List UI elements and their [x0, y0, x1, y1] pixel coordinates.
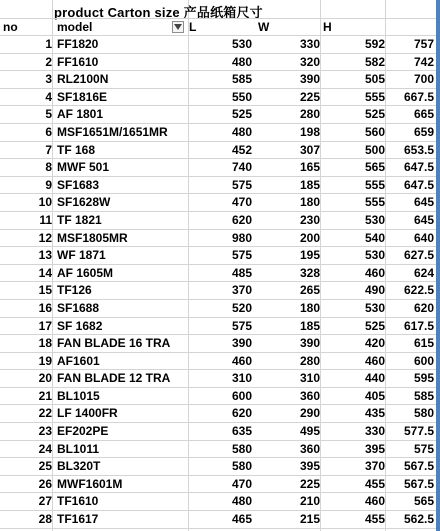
cell-no[interactable]: 6 — [45, 124, 52, 139]
table-row[interactable] — [0, 177, 436, 195]
cell-extra[interactable]: 577.5 — [403, 424, 434, 439]
cell-model[interactable]: MSF1651M/1651MR — [57, 124, 168, 139]
cell-w[interactable]: 360 — [299, 388, 320, 403]
cell-model[interactable]: FF1610 — [57, 54, 99, 69]
cell-no[interactable]: 14 — [38, 265, 52, 280]
cell-w[interactable]: 307 — [299, 142, 320, 157]
cell-h[interactable]: 555 — [364, 89, 385, 104]
cell-w[interactable]: 390 — [299, 336, 320, 351]
cell-extra[interactable]: 645 — [413, 212, 434, 227]
cell-no[interactable]: 8 — [45, 160, 52, 175]
cell-model[interactable]: FAN BLADE 16 TRA — [57, 336, 171, 351]
cell-h[interactable]: 455 — [364, 512, 385, 527]
cell-extra[interactable]: 659 — [413, 124, 434, 139]
cell-l[interactable]: 465 — [231, 512, 252, 527]
cell-extra[interactable]: 665 — [413, 107, 434, 122]
cell-h[interactable]: 530 — [364, 300, 385, 315]
table-row[interactable] — [0, 476, 436, 494]
cell-extra[interactable]: 585 — [413, 388, 434, 403]
cell-model[interactable]: AF 1605M — [57, 265, 114, 280]
table-row[interactable] — [0, 124, 436, 142]
header-w[interactable]: W — [258, 20, 270, 34]
cell-l[interactable]: 580 — [231, 459, 252, 474]
cell-no[interactable]: 19 — [38, 353, 52, 368]
cell-w[interactable]: 225 — [299, 476, 320, 491]
cell-extra[interactable]: 627.5 — [403, 248, 434, 263]
cell-w[interactable]: 280 — [299, 353, 320, 368]
cell-model[interactable]: TF 1821 — [57, 212, 102, 227]
cell-h[interactable]: 440 — [364, 371, 385, 386]
cell-extra[interactable]: 622.5 — [403, 283, 434, 298]
cell-h[interactable]: 560 — [364, 124, 385, 139]
table-row[interactable] — [0, 230, 436, 248]
header-no[interactable]: no — [3, 20, 18, 34]
cell-extra[interactable]: 620 — [413, 300, 434, 315]
cell-l[interactable]: 525 — [231, 107, 252, 122]
cell-model[interactable]: WF 1871 — [57, 248, 106, 263]
table-row[interactable] — [0, 36, 436, 54]
cell-w[interactable]: 195 — [299, 248, 320, 263]
table-row[interactable] — [0, 300, 436, 318]
table-row[interactable] — [0, 318, 436, 336]
cell-no[interactable]: 11 — [39, 212, 52, 227]
cell-no[interactable]: 28 — [38, 512, 52, 527]
cell-extra[interactable]: 562.5 — [403, 512, 434, 527]
cell-w[interactable]: 185 — [299, 318, 320, 333]
cell-l[interactable]: 520 — [231, 300, 252, 315]
cell-extra[interactable]: 565 — [413, 494, 434, 509]
cell-no[interactable]: 12 — [38, 230, 52, 245]
dropdown-arrow-icon — [174, 24, 182, 30]
cell-extra[interactable]: 640 — [413, 230, 434, 245]
cell-model[interactable]: SF1628W — [57, 195, 111, 210]
cell-extra[interactable]: 567.5 — [403, 459, 434, 474]
cell-model[interactable]: MSF1805MR — [57, 230, 128, 245]
cell-no[interactable]: 13 — [38, 248, 52, 263]
cell-no[interactable]: 18 — [38, 336, 52, 351]
cell-l[interactable]: 460 — [231, 353, 252, 368]
header-l[interactable]: L — [189, 20, 197, 34]
cell-h[interactable]: 330 — [364, 424, 385, 439]
cell-l[interactable]: 575 — [231, 248, 252, 263]
cell-no[interactable]: 27 — [38, 494, 52, 509]
cell-extra[interactable]: 617.5 — [403, 318, 434, 333]
cell-h[interactable]: 555 — [364, 177, 385, 192]
cell-h[interactable]: 460 — [364, 494, 385, 509]
table-row[interactable] — [0, 335, 436, 353]
cell-h[interactable]: 395 — [364, 441, 385, 456]
cell-model[interactable]: TF 168 — [57, 142, 96, 157]
cell-model[interactable]: FF1820 — [57, 37, 99, 51]
cell-w[interactable]: 495 — [299, 424, 320, 439]
cell-h[interactable]: 405 — [364, 388, 385, 403]
cell-model[interactable]: EF202PE — [57, 424, 109, 439]
cell-no[interactable]: 16 — [38, 300, 52, 315]
cell-l[interactable]: 470 — [231, 476, 252, 491]
cell-l[interactable]: 390 — [231, 336, 252, 351]
cell-extra[interactable]: 653.5 — [403, 142, 434, 157]
cell-w[interactable]: 200 — [299, 230, 320, 245]
cell-w[interactable]: 310 — [299, 371, 320, 386]
table-row[interactable] — [0, 353, 436, 371]
cell-no[interactable]: 15 — [38, 283, 52, 298]
cell-w[interactable]: 360 — [299, 441, 320, 456]
cell-l[interactable]: 480 — [231, 124, 252, 139]
table-row[interactable] — [0, 405, 436, 423]
cell-model[interactable]: BL320T — [57, 459, 101, 474]
cell-model[interactable]: SF 1682 — [57, 318, 103, 333]
table-row[interactable] — [0, 106, 436, 124]
table-row[interactable] — [0, 282, 436, 300]
cell-l[interactable]: 452 — [231, 142, 252, 157]
cell-no[interactable]: 22 — [38, 406, 52, 421]
cell-no[interactable]: 9 — [45, 177, 52, 192]
table-row[interactable] — [0, 493, 436, 511]
table-row[interactable] — [0, 441, 436, 459]
cell-extra[interactable]: 742 — [413, 54, 434, 69]
cell-l[interactable]: 635 — [231, 424, 252, 439]
data-rows — [0, 36, 436, 529]
cell-no[interactable]: 10 — [38, 195, 52, 210]
table-row[interactable] — [0, 458, 436, 476]
cell-extra[interactable]: 647.5 — [403, 160, 434, 175]
column-header-row — [0, 18, 436, 36]
table-row[interactable] — [0, 89, 436, 107]
cell-extra[interactable]: 647.5 — [403, 177, 434, 192]
cell-h[interactable]: 525 — [364, 107, 385, 122]
cell-extra[interactable]: 667.5 — [403, 89, 434, 104]
cell-l[interactable]: 530 — [231, 37, 252, 51]
cell-model[interactable]: MWF1601M — [57, 476, 123, 491]
cell-l[interactable]: 620 — [231, 406, 252, 421]
cell-h[interactable]: 500 — [364, 142, 385, 157]
cell-model[interactable]: SF1683 — [57, 177, 100, 192]
cell-w[interactable]: 290 — [299, 406, 320, 421]
cell-no[interactable]: 21 — [38, 388, 52, 403]
cell-w[interactable]: 230 — [299, 212, 320, 227]
cell-h[interactable]: 505 — [364, 72, 385, 87]
cell-extra[interactable]: 595 — [413, 371, 434, 386]
cell-model[interactable]: LF 1400FR — [57, 406, 118, 421]
table-row[interactable] — [0, 511, 436, 529]
cell-w[interactable]: 320 — [299, 54, 320, 69]
cell-extra[interactable]: 600 — [413, 353, 434, 368]
cell-l[interactable]: 480 — [231, 54, 252, 69]
cell-h[interactable]: 540 — [364, 230, 385, 245]
cell-no[interactable]: 23 — [38, 424, 52, 439]
cell-h[interactable]: 370 — [364, 459, 385, 474]
cell-model[interactable]: AF 1801 — [57, 107, 104, 122]
cell-l[interactable]: 620 — [231, 212, 252, 227]
cell-h[interactable]: 460 — [364, 353, 385, 368]
header-model[interactable]: model — [57, 20, 93, 34]
table-row[interactable] — [0, 142, 436, 160]
cell-w[interactable]: 180 — [299, 195, 320, 210]
cell-w[interactable]: 390 — [299, 72, 320, 87]
cell-l[interactable]: 370 — [231, 283, 252, 298]
cell-w[interactable]: 210 — [299, 494, 320, 509]
title-row — [0, 0, 436, 18]
cell-h[interactable]: 555 — [364, 195, 385, 210]
cell-extra[interactable]: 580 — [413, 406, 434, 421]
cell-l[interactable]: 485 — [231, 265, 252, 280]
cell-model[interactable]: BL1011 — [57, 441, 100, 456]
cell-w[interactable]: 165 — [299, 160, 320, 175]
sheet-title: product Carton size 产品纸箱尺寸 — [54, 5, 263, 20]
cell-w[interactable]: 198 — [299, 124, 320, 139]
cell-model[interactable]: TF1617 — [57, 512, 99, 527]
cell-no[interactable]: 5 — [45, 107, 52, 122]
cell-w[interactable]: 215 — [299, 512, 320, 527]
cell-h[interactable]: 582 — [364, 54, 385, 69]
cell-w[interactable]: 185 — [299, 177, 320, 192]
table-row[interactable] — [0, 71, 436, 89]
table-row[interactable] — [0, 54, 436, 72]
cell-no[interactable]: 26 — [38, 476, 52, 491]
cell-l[interactable]: 575 — [231, 318, 252, 333]
table-row[interactable] — [0, 247, 436, 265]
cell-h[interactable]: 435 — [364, 406, 385, 421]
cell-h[interactable]: 455 — [364, 476, 385, 491]
cell-no[interactable]: 3 — [45, 72, 52, 87]
cell-h[interactable]: 592 — [364, 37, 385, 51]
cell-w[interactable]: 280 — [299, 107, 320, 122]
cell-w[interactable]: 330 — [299, 37, 320, 51]
cell-w[interactable]: 225 — [299, 89, 320, 104]
header-h[interactable]: H — [323, 20, 332, 34]
cell-extra[interactable]: 645 — [413, 195, 434, 210]
cell-model[interactable]: SF1688 — [57, 300, 100, 315]
cell-l[interactable]: 980 — [231, 230, 252, 245]
cell-model[interactable]: BL1015 — [57, 388, 100, 403]
cell-no[interactable]: 20 — [38, 371, 52, 386]
cell-h[interactable]: 420 — [364, 336, 385, 351]
cell-l[interactable]: 480 — [231, 494, 252, 509]
cell-h[interactable]: 530 — [364, 248, 385, 263]
cell-extra[interactable]: 624 — [413, 265, 434, 280]
cell-model[interactable]: TF126 — [57, 283, 92, 298]
cell-extra[interactable]: 700 — [413, 72, 434, 87]
cell-h[interactable]: 490 — [364, 283, 385, 298]
cell-model[interactable]: SF1816E — [57, 89, 108, 104]
cell-h[interactable]: 525 — [364, 318, 385, 333]
cell-l[interactable]: 580 — [231, 441, 252, 456]
cell-l[interactable]: 470 — [231, 195, 252, 210]
cell-extra[interactable]: 567.5 — [403, 476, 434, 491]
table-row[interactable] — [0, 159, 436, 177]
cell-w[interactable]: 180 — [299, 300, 320, 315]
cell-no[interactable]: 25 — [38, 459, 52, 474]
cell-extra[interactable]: 615 — [413, 336, 434, 351]
cell-no[interactable]: 7 — [45, 142, 52, 157]
table-row[interactable] — [0, 212, 436, 230]
cell-extra[interactable]: 757 — [413, 37, 434, 51]
table-row[interactable] — [0, 388, 436, 406]
table-row[interactable] — [0, 423, 436, 441]
cell-model[interactable]: MWF 501 — [57, 160, 110, 175]
cell-h[interactable]: 530 — [364, 212, 385, 227]
cell-model[interactable]: FAN BLADE 12 TRA — [57, 371, 171, 386]
table-row[interactable] — [0, 265, 436, 283]
cell-no[interactable]: 2 — [45, 54, 52, 69]
cell-l[interactable]: 740 — [231, 160, 252, 175]
cell-model[interactable]: AF1601 — [57, 353, 100, 368]
cell-no[interactable]: 4 — [45, 89, 52, 104]
table-row[interactable] — [0, 194, 436, 212]
cell-h[interactable]: 460 — [364, 265, 385, 280]
cell-l[interactable]: 550 — [231, 89, 252, 104]
cell-no[interactable]: 1 — [45, 37, 52, 51]
cell-w[interactable]: 395 — [299, 459, 320, 474]
cell-l[interactable]: 310 — [231, 371, 252, 386]
cell-l[interactable]: 575 — [231, 177, 252, 192]
cell-h[interactable]: 565 — [364, 160, 385, 175]
cell-l[interactable]: 585 — [231, 72, 252, 87]
table-row[interactable] — [0, 370, 436, 388]
cell-w[interactable]: 265 — [299, 283, 320, 298]
cell-model[interactable]: TF1610 — [57, 494, 99, 509]
cell-w[interactable]: 328 — [299, 265, 320, 280]
filter-dropdown-button[interactable] — [172, 21, 184, 33]
cell-no[interactable]: 17 — [38, 318, 52, 333]
cell-extra[interactable]: 575 — [413, 441, 434, 456]
cell-l[interactable]: 600 — [231, 388, 252, 403]
cell-model[interactable]: RL2100N — [57, 72, 109, 87]
cell-no[interactable]: 24 — [38, 441, 52, 456]
